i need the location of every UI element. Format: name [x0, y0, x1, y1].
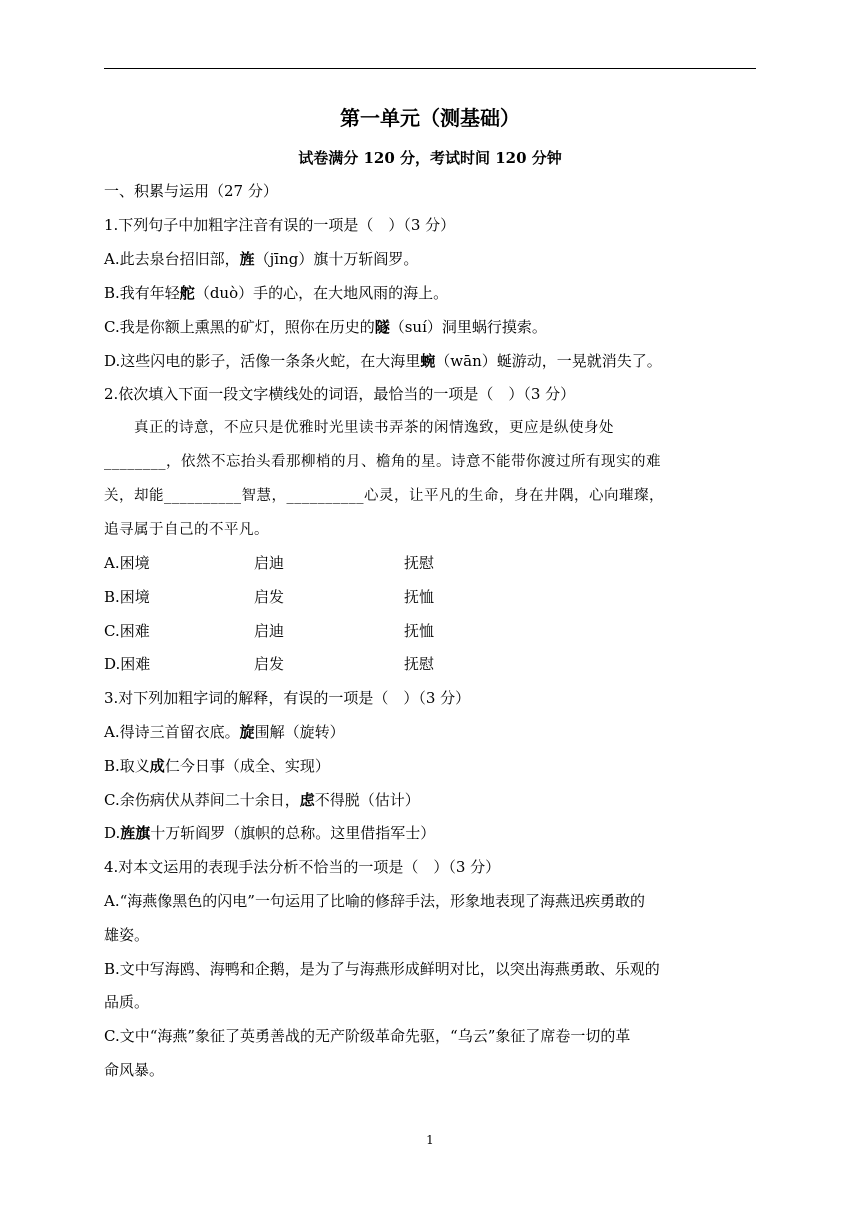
page-number: 1 — [426, 1133, 434, 1147]
question-2-stem: 2.依次填入下面一段文字横线处的词语，最恰当的一项是（ ）（3 分） — [104, 385, 576, 403]
passage-line: ________，依然不忘抬头看那柳梢的月、檐角的星。诗意不能带你渡过所有现实的难 — [104, 454, 661, 470]
question-1-option-b: B.我有年轻舵（duò）手的心，在大地风雨的海上。 — [104, 284, 449, 302]
question-1-stem: 1.下列句子中加粗字注音有误的一项是（ ）（3 分） — [104, 216, 456, 234]
question-4-option-c: C.文中“海燕”象征了英勇善战的无产阶级革命先驱，“乌云”象征了席卷一切的革 — [104, 1027, 631, 1045]
option-word: 抚恤 — [404, 622, 435, 640]
question-3-option-c: C.余伤病伏从莽间二十余日，虑不得脱（估计） — [104, 791, 420, 809]
option-word: 启迪 — [254, 622, 285, 640]
question-4-option-a-cont: 雄姿。 — [104, 926, 150, 944]
option-word: 启迪 — [254, 554, 285, 572]
page-subtitle: 试卷满分 120 分，考试时间 120 分钟 — [298, 149, 562, 167]
question-1-option-a: A.此去泉台招旧部，旌（jīng）旗十万斩阎罗。 — [104, 250, 419, 268]
page-title: 第一单元（测基础） — [340, 106, 520, 130]
passage-line: 追寻属于自己的不平凡。 — [104, 522, 269, 538]
question-1-option-d: D.这些闪电的影子，活像一条条火蛇，在大海里蜿（wān）蜒游动，一晃就消失了。 — [104, 352, 662, 370]
question-4-option-b: B.文中写海鸥、海鸭和企鹅，是为了与海燕形成鲜明对比，以突出海燕勇敢、乐观的 — [104, 960, 660, 978]
passage-line: 真正的诗意，不应只是优雅时光里读书弄茶的闲情逸致，更应是纵使身处 — [104, 420, 614, 436]
question-4-option-c-cont: 命风暴。 — [104, 1061, 165, 1079]
passage-line: 关，却能__________智慧，__________心灵，让平凡的生命，身在井隅，心向璀璨， — [104, 488, 664, 504]
option-word: 抚恤 — [404, 588, 435, 606]
section-heading: 一、积累与运用（27 分） — [104, 182, 278, 200]
question-4-stem: 4.对本文运用的表现手法分析不恰当的一项是（ ）（3 分） — [104, 858, 501, 876]
option-word: D.困难 — [104, 655, 151, 673]
option-word: A.困境 — [104, 554, 150, 572]
header-rule — [104, 68, 756, 69]
question-3-stem: 3.对下列加粗字词的解释，有误的一项是（ ）（3 分） — [104, 689, 471, 707]
question-3-option-a: A.得诗三首留衣底。旋围解（旋转） — [104, 723, 345, 741]
question-3-option-d: D.旌旗十万斩阎罗（旗帜的总称。这里借指军士） — [104, 824, 436, 842]
question-4-option-a: A.“海燕像黑色的闪电”一句运用了比喻的修辞手法，形象地表现了海燕迅疾勇敢的 — [104, 892, 645, 910]
question-1-option-c: C.我是你额上熏黑的矿灯，照你在历史的隧（suí）洞里蜗行摸索。 — [104, 318, 547, 336]
option-word: 抚慰 — [404, 655, 435, 673]
option-word: C.困难 — [104, 622, 150, 640]
option-word: 抚慰 — [404, 554, 435, 572]
option-word: B.困境 — [104, 588, 150, 606]
option-word: 启发 — [254, 588, 285, 606]
option-word: 启发 — [254, 655, 285, 673]
question-4-option-b-cont: 品质。 — [104, 993, 150, 1011]
question-3-option-b: B.取义成仁今日事（成全、实现） — [104, 757, 330, 775]
